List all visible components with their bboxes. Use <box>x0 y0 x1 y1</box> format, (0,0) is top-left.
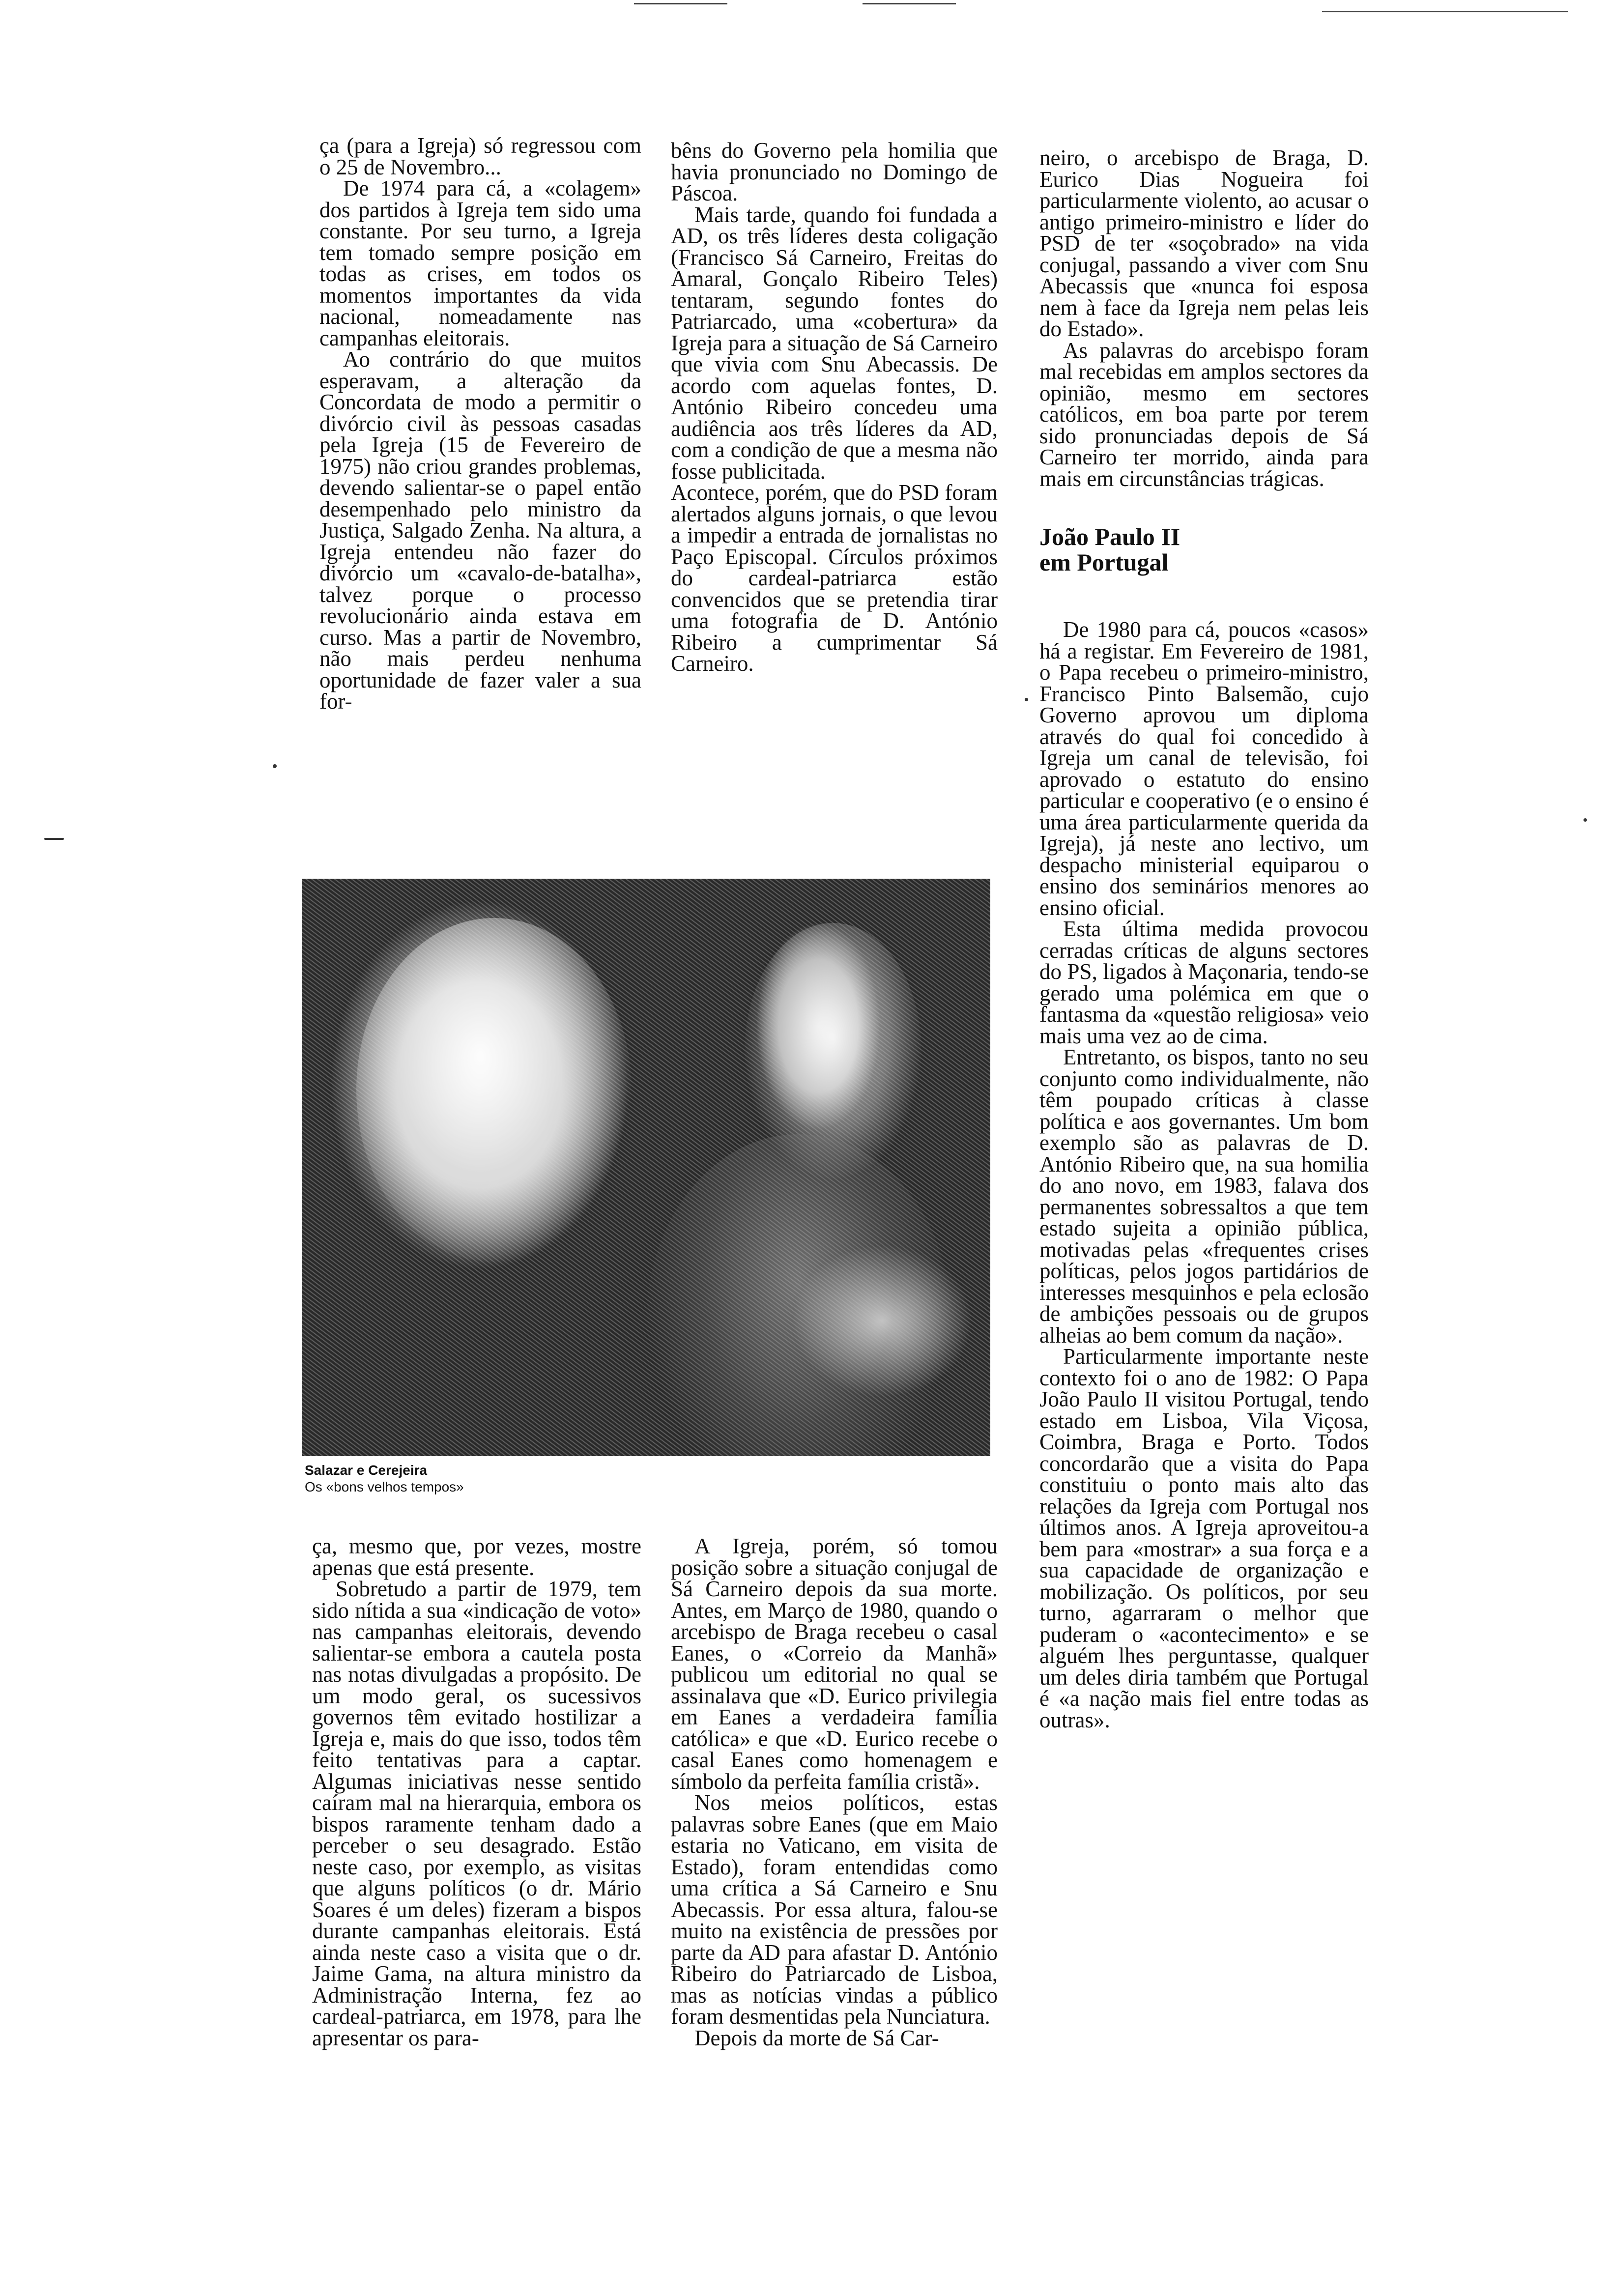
paragraph: ça, mesmo que, por vezes, mostre apenas que está presente. <box>312 1534 641 1580</box>
paragraph: Depois da morte de Sá Car- <box>694 2025 939 2050</box>
paragraph: neiro, o arcebispo de Braga, D. Eurico Dias Nogueira foi particularmente violento, ao acusar o antigo primeiro-ministro e líder do PSD de ter «soçobrado» na vida conjugal, passando a viver com Snu Abecassis que «nunca foi esposa nem à face da Igreja nem pelas leis do Estado». <box>1039 145 1369 341</box>
subhead-line-1: João Paulo II <box>1039 523 1180 550</box>
column-1-bottom <box>312 1536 641 2049</box>
scan-speck <box>1025 698 1028 701</box>
column-1-top <box>319 135 641 713</box>
photo-figure-body <box>646 1134 951 1456</box>
paragraph: As palavras do arcebispo foram mal recebidas em amplos sectores da opinião, mesmo em sectores católicos, em boa parte por terem sido pronunciadas depois de Sá Carneiro ter morrido, ainda para mais em circunstâncias trágicas. <box>1039 338 1369 491</box>
paragraph: Esta última medida provocou cerradas críticas de alguns sectores do PS, ligados à Maçonaria, tendo-se gerado uma polémica em que o fantasma da «questão religiosa» veio mais uma vez ao de cima. <box>1039 917 1369 1048</box>
paragraph: De 1980 para cá, poucos «casos» há a registar. Em Fevereiro de 1981, o Papa recebeu o primeiro-ministro, Francisco Pinto Balsemão, cujo Governo aprovou um diploma através do qual foi concedido à Igreja um canal de televisão, foi aprovado o estatuto do ensino particular e cooperativo (e o ensino é uma área particularmente querida da Igreja), já neste ano lectivo, um despacho ministerial equiparou o ensino dos seminários menores ao ensino oficial. <box>1039 617 1369 920</box>
caption-title: Salazar e Cerejeira <box>305 1463 428 1478</box>
paragraph: Entretanto, os bispos, tanto no seu conjunto como individualmente, não têm poupado críticas à classe política e aos governantes. Um bom exemplo são as palavras de D. António Ribeiro que, na sua homilia do ano novo, em 1983, falava dos permanentes sobressaltos a que tem estado sujeita a opinião pública, motivadas pelas «frequentes crises políticas, pelos jogos partidários de interesses mesquinhos e pela eclosão de ambições pessoais ou de grupos alheias ao bem comum da nação». <box>1039 1045 1369 1348</box>
paragraph: Sobretudo a partir de 1979, tem sido nítida a sua «indicação de voto» nas campanhas eleitorais, devendo salientar-se embora a cautela posta nas notas divulgadas a propósito. De um modo geral, os sucessivos governos têm evitado hostilizar a Igreja e, mais do que isso, todos têm feito tentativas para a captar. Algumas iniciativas nesse sentido caíram mal na hierarquia, embora os bispos raramente tenham dado a perceber o seu desagrado. Estão neste caso, por exemplo, as visitas que alguns políticos (o dr. Mário Soares é um deles) fizeram a bispos durante campanhas eleitorais. Está ainda neste caso a visita que o dr. Jaime Gama, na altura ministro da Administração Interna, fez ao cardeal-patriarca, em 1978, para lhe apresentar os para- <box>312 1577 641 2050</box>
paragraph: ça (para a Igreja) só regressou com o 25 de Novembro... <box>319 133 641 179</box>
top-rule-3 <box>1322 11 1568 12</box>
subhead-line-2: em Portugal <box>1039 548 1169 576</box>
section-subhead <box>1039 524 1369 575</box>
column-3 <box>1039 147 1369 1731</box>
column-2-bottom <box>671 1536 998 2049</box>
top-rule-2 <box>863 3 956 4</box>
paragraph: Nos meios políticos, estas palavras sobre Eanes (que em Maio estaria no Vaticano, em visita de Estado), foram entendidas como uma crítica a Sá Carneiro e Snu Abecassis. Por essa altura, falou-se muito na existência de pressões por parte da AD para afastar D. António Ribeiro do Patriarcado de Lisboa, mas as notícias vindas a público foram desmentidas pela Nunciatura. <box>671 1790 998 2029</box>
column-2-top <box>671 140 998 675</box>
paragraph: Particularmente importante neste contexto foi o ano de 1982: O Papa João Paulo II visitou Portugal, tendo estado em Lisboa, Vila Viçosa, Coimbra, Braga e Porto. Todos concordarão que a visita do Papa constituiu o ponto mais alto das relações da Igreja com Portugal nos últimos anos. A Igreja aproveitou-a bem para «mostrar» a sua força e a sua capacidade de organização e mobilização. Os políticos, por seu turno, agarraram o melhor que puderam o «acontecimento» e se alguém lhes perguntasse, qualquer um deles diria também que Portugal é «a nação mais fiel entre todas as outras». <box>1039 1344 1369 1732</box>
top-rule-1 <box>634 3 727 4</box>
paragraph: Mais tarde, quando foi fundada a AD, os três líderes desta coligação (Francisco Sá Carneiro, Freitas do Amaral, Gonçalo Ribeiro Teles) tentaram, segundo fontes do Patriarcado, uma «cobertura» da Igreja para a situação de Sá Carneiro que vivia com Snu Abecassis. De acordo com aquelas fontes, D. António Ribeiro concedeu uma audiência aos três líderes da AD, com a condição de que a mesma não fosse publicitada. <box>671 202 998 484</box>
photo-figure-left <box>356 918 632 1262</box>
scan-speck <box>273 764 277 768</box>
paragraph: A Igreja, porém, só tomou posição sobre a situação conjugal de Sá Carneiro depois da sua morte. Antes, em Março de 1980, quando o arcebispo de Braga recebeu o casal Eanes, o «Correio da Manhã» publicou um editorial no qual se assinalava que «D. Eurico privilegia em Eanes a verdadeira família católica» e que «D. Eurico recebe o casal Eanes como homenagem e símbolo da perfeita família cristã». <box>671 1534 998 1794</box>
paragraph: De 1974 para cá, a «colagem» dos partidos à Igreja tem sido uma constante. Por seu turno, a Igreja tem tomado sempre posição em todas as crises, em todos os momentos importantes da vida nacional, nomeadamente nas campanhas eleitorais. <box>319 176 641 350</box>
paragraph: Acontece, porém, que do PSD foram alertados alguns jornais, o que levou a impedir a entrada de jornalistas no Paço Episcopal. Círculos próximos do cardeal-patriarca estão convencidos que se pretendia tirar uma fotografia de D. António Ribeiro a cumprimentar Sá Carneiro. <box>671 480 998 676</box>
paragraph: bêns do Governo pela homilia que havia pronunciado no Domingo de Páscoa. <box>671 138 998 205</box>
photo-salazar-cerejeira <box>302 879 990 1456</box>
scan-speck <box>44 838 64 840</box>
caption-subtitle: Os «bons velhos tempos» <box>305 1479 464 1494</box>
column-3-part-2 <box>1039 619 1369 1731</box>
column-3-part-1 <box>1039 147 1369 489</box>
scan-speck <box>1583 818 1587 822</box>
photo-caption <box>305 1462 649 1495</box>
paragraph: Ao contrário do que muitos esperavam, a alteração da Concordata de modo a permitir o divórcio civil às pessoas casadas pela Igreja (15 de Fevereiro de 1975) não criou grandes problemas, devendo salientar-se o papel então desempenhado pelo ministro da Justiça, Salgado Zenha. Na altura, a Igreja entendeu não fazer do divórcio um «cavalo-de-batalha», talvez porque o processo revolucionário ainda estava em curso. Mas a partir de Novembro, não mais perdeu nenhuma oportunidade de fazer valer a sua for- <box>319 347 641 714</box>
